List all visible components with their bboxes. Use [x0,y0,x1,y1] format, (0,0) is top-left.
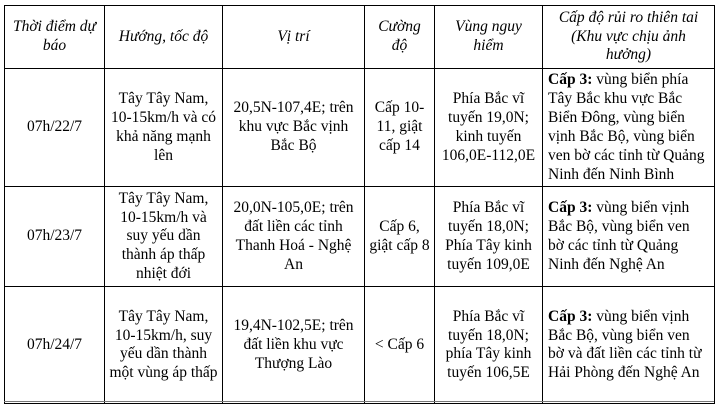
cell-danger-zone: Phía Bắc vĩ tuyến 18,0N; phía Tây kinh tuyến 106,5E [435,287,543,404]
cell-intensity: Cấp 10-11, giật cấp 14 [365,69,435,187]
header-direction: Hướng, tốc độ [105,6,223,69]
header-risk-level: Cấp độ rủi ro thiên tai (Khu vực chịu ảnh hưởng) [543,6,715,69]
header-time: Thời điểm dự báo [5,6,105,69]
cell-time: 07h/23/7 [5,187,105,287]
table-row [5,69,715,187]
header-position: Vị trí [223,6,365,69]
cell-intensity: Cấp 6, giật cấp 8 [365,187,435,287]
header-row [5,6,715,69]
cell-danger-zone: Phía Bắc vĩ tuyến 18,0N; Phía Tây kinh tuyến 109,0E [435,187,543,287]
cell-position: 20,5N-107,4E; trên khu vực Bắc vịnh Bắc Bộ [223,69,365,187]
cell-position: 19,4N-102,5E; trên đất liền khu vực Thượng Lào [223,287,365,404]
cell-direction: Tây Tây Nam, 10-15km/h và có khả năng mạnh lên [105,69,223,187]
table-row [5,187,715,287]
cell-risk-level [543,69,715,187]
cell-risk-level [543,287,715,404]
cell-direction: Tây Tây Nam, 10-15km/h, suy yếu dần thành một vùng áp thấp [105,287,223,404]
cell-time: 07h/24/7 [5,287,105,404]
page-bottom-rule [4,401,714,402]
cell-direction: Tây Tây Nam, 10-15km/h và suy yếu dần thành áp thấp nhiệt đới [105,187,223,287]
risk-level-label: Cấp 3: [548,307,593,325]
risk-level-text: vùng biển vịnh Bắc Bộ, vùng biển ven bờ và đất liền các tỉnh từ Hải Phòng đến Nghệ An [548,307,702,382]
cell-risk-level [543,187,715,287]
header-danger-zone: Vùng nguy hiểm [435,6,543,69]
cell-position: 20,0N-105,0E; trên đất liền các tỉnh Thanh Hoá - Nghệ An [223,187,365,287]
risk-level-label: Cấp 3: [548,199,593,217]
cell-intensity: < Cấp 6 [365,287,435,404]
header-intensity: Cường độ [365,6,435,69]
risk-level-label: Cấp 3: [548,71,593,88]
risk-level-text: vùng biển vịnh Bắc Bộ, vùng biển ven bờ các tỉnh từ Quảng Ninh đến Nghệ An [548,199,690,273]
cell-time: 07h/22/7 [5,69,105,187]
table-row [5,287,715,404]
risk-level-text: vùng biển phía Tây Bắc khu vực Bắc Biển Đông, vùng biển vịnh Bắc Bộ, vùng biển ven bờ các tỉnh từ Quảng Ninh đến Ninh Bình [548,71,705,183]
forecast-table [4,5,715,404]
cell-danger-zone: Phía Bắc vĩ tuyến 19,0N; kinh tuyến 106,0E-112,0E [435,69,543,187]
